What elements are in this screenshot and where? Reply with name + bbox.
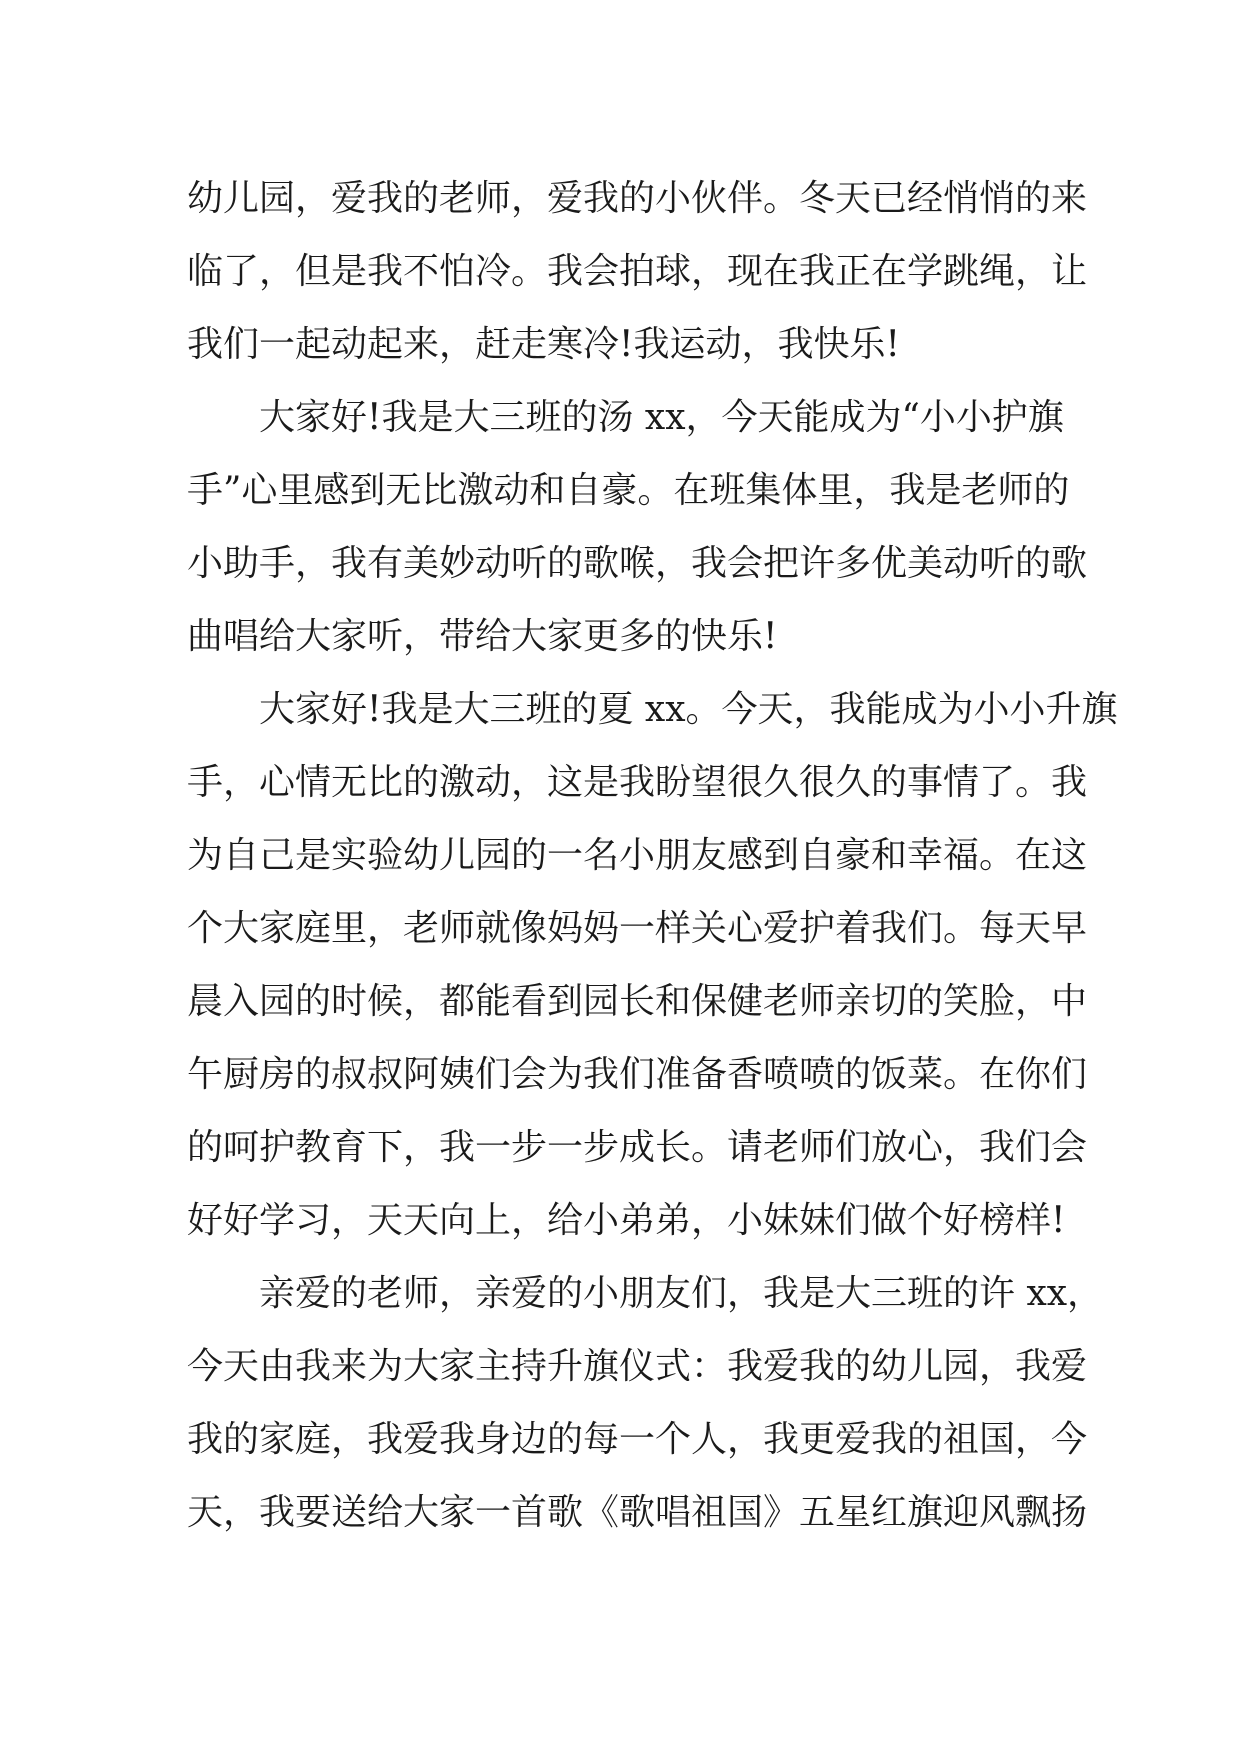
text-line: 曲唱给大家听，带给大家更多的快乐! bbox=[187, 616, 778, 657]
document-body bbox=[187, 162, 1118, 1549]
text-line: 的呵护教育下，我一步一步成长。请老师们放心，我们会 bbox=[187, 1127, 1088, 1168]
text-line: 晨入园的时候，都能看到园长和保健老师亲切的笑脸，中 bbox=[187, 981, 1088, 1022]
text-line: 为自己是实验幼儿园的一名小朋友感到自豪和幸福。在这 bbox=[187, 835, 1088, 876]
paragraph-3 bbox=[187, 673, 1118, 1257]
text-line: 手，心情无比的激动，这是我盼望很久很久的事情了。我 bbox=[187, 762, 1088, 803]
paragraph-4 bbox=[187, 1257, 1104, 1549]
text-line: 大家好!我是大三班的夏 xx。今天，我能成为小小升旗 bbox=[259, 689, 1118, 730]
text-line: 我们一起动起来，赶走寒冷!我运动，我快乐! bbox=[187, 324, 900, 365]
text-line: 午厨房的叔叔阿姨们会为我们准备香喷喷的饭菜。在你们 bbox=[187, 1054, 1088, 1095]
text-line: 手”心里感到无比激动和自豪。在班集体里，我是老师的 bbox=[187, 470, 1070, 511]
paragraph-1 bbox=[187, 162, 1088, 381]
text-line: 幼儿园，爱我的老师，爱我的小伙伴。冬天已经悄悄的来 bbox=[187, 178, 1088, 219]
text-line: 今天由我来为大家主持升旗仪式：我爱我的幼儿园，我爱 bbox=[187, 1346, 1088, 1387]
text-line: 临了，但是我不怕冷。我会拍球，现在我正在学跳绳，让 bbox=[187, 251, 1088, 292]
text-line: 个大家庭里，老师就像妈妈一样关心爱护着我们。每天早 bbox=[187, 908, 1088, 949]
text-line: 小助手，我有美妙动听的歌喉，我会把许多优美动听的歌 bbox=[187, 543, 1088, 584]
text-line: 好好学习，天天向上，给小弟弟，小妹妹们做个好榜样! bbox=[187, 1200, 1066, 1241]
paragraph-2 bbox=[187, 381, 1088, 673]
text-line: 天，我要送给大家一首歌《歌唱祖国》五星红旗迎风飘扬 bbox=[187, 1492, 1088, 1533]
text-line: 大家好!我是大三班的汤 xx，今天能成为“小小护旗 bbox=[259, 397, 1064, 438]
text-line: 亲爱的老师，亲爱的小朋友们，我是大三班的许 xx， bbox=[259, 1273, 1104, 1314]
text-line: 我的家庭，我爱我身边的每一个人，我更爱我的祖国，今 bbox=[187, 1419, 1088, 1460]
